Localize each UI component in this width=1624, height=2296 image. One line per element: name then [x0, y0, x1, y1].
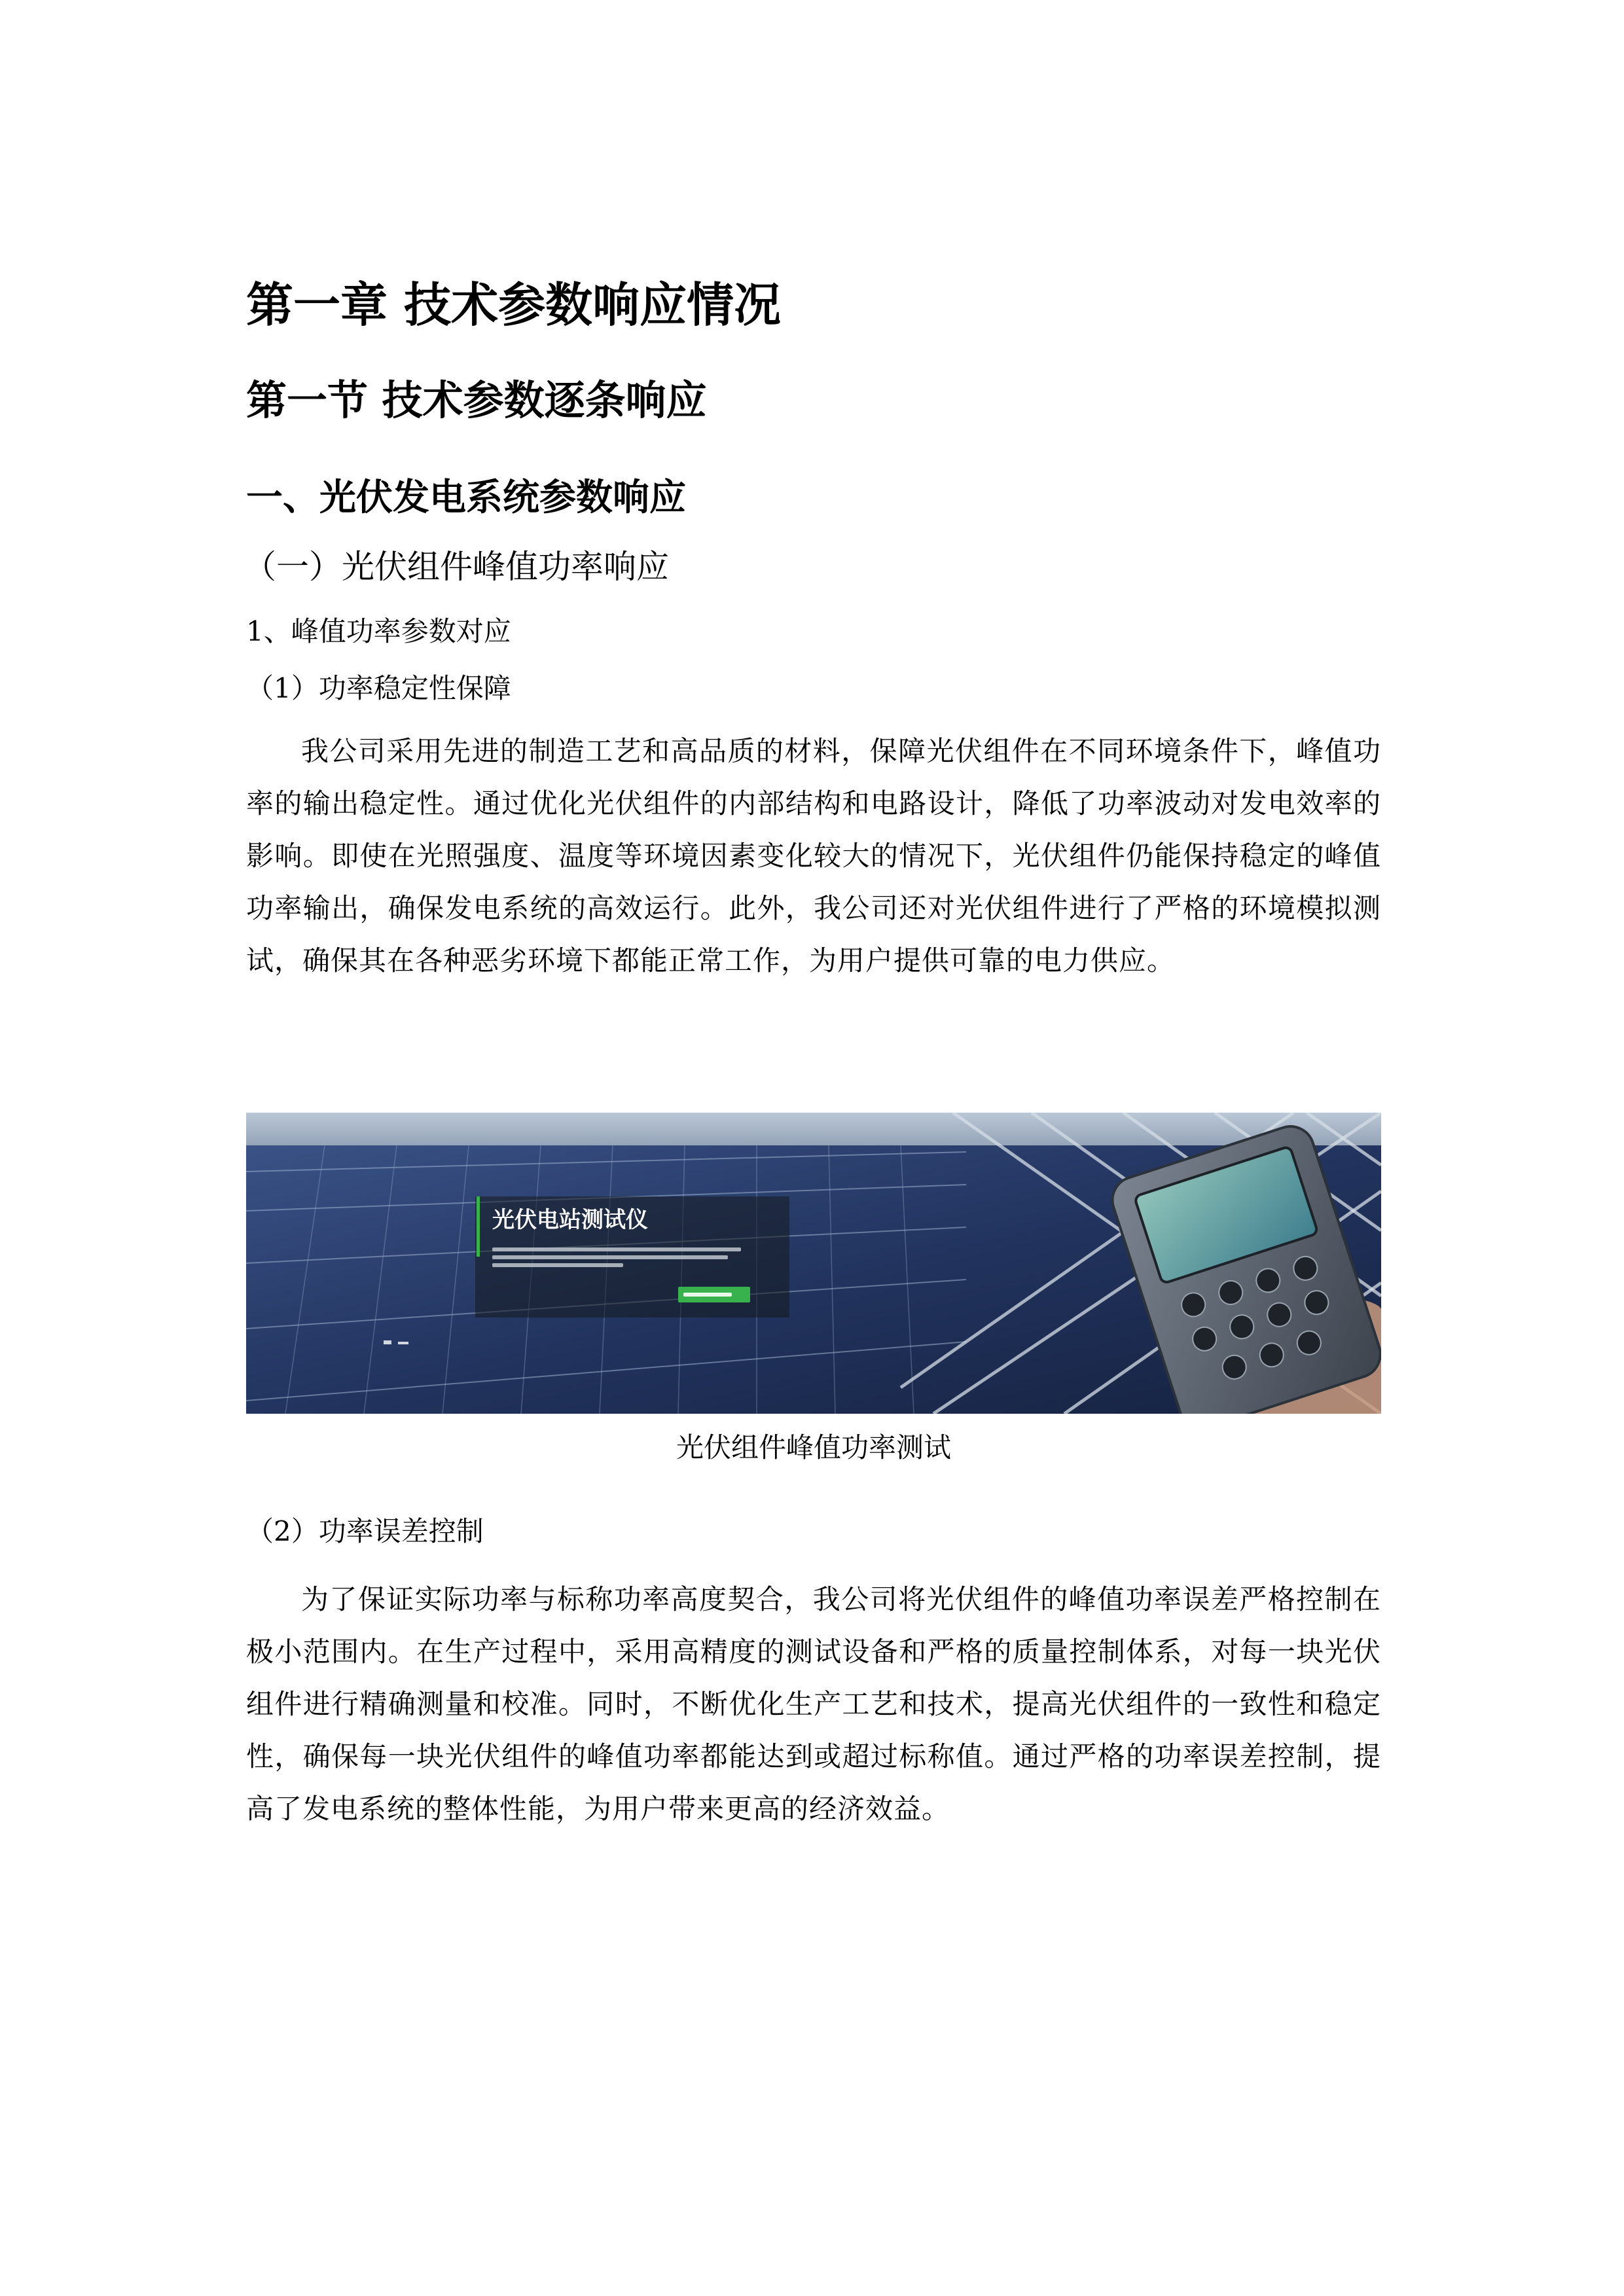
- chapter-title: 第一章 技术参数响应情况: [246, 278, 782, 332]
- section-title: 第一节 技术参数逐条响应: [246, 376, 707, 424]
- point-title: 1、峰值功率参数对应: [246, 615, 511, 647]
- banner-blurred-text: [492, 1246, 754, 1268]
- banner-title: 光伏电站测试仪: [492, 1207, 648, 1233]
- figure-caption: 光伏组件峰值功率测试: [676, 1431, 951, 1463]
- solar-panel-illustration: [246, 1113, 1381, 1414]
- item-title: （一）光伏组件峰值功率响应: [244, 548, 669, 586]
- banner-accent-bar: [477, 1196, 480, 1257]
- banner-button: [678, 1287, 750, 1302]
- subsection-title: 一、光伏发电系统参数响应: [246, 476, 686, 519]
- paragraph-error-control: 为了保证实际功率与标称功率高度契合，我公司将光伏组件的峰值功率误差严格控制在极小范围内。在生产过程中，采用高精度的测试设备和严格的质量控制体系，对每一块光伏组件进行精确测量和校准。同时，不断优化生产工艺和技术，提高光伏组件的一致性和稳定性，确保每一块光伏组件的峰值功率都能达到或超过标称值。通过严格的功率误差控制，提高了发电系统的整体性能，为用户带来更高的经济效益。: [246, 1583, 1381, 1825]
- banner-description: [492, 1246, 767, 1268]
- paragraph-stability: 我公司采用先进的制造工艺和高品质的材料，保障光伏组件在不同环境条件下，峰值功率的输出稳定性。通过优化光伏组件的内部结构和电路设计，降低了功率波动对发电效率的影响。即使在光照强度、温度等环境因素变化较大的情况下，光伏组件仍能保持稳定的峰值功率输出，确保发电系统的高效运行。此外，我公司还对光伏组件进行了严格的环境模拟测试，确保其在各种恶劣环境下都能正常工作，为用户提供可靠的电力供应。: [246, 735, 1381, 977]
- subpoint-title-error: （2）功率误差控制: [246, 1515, 484, 1547]
- solar-panel-test-figure: [246, 1113, 1381, 1414]
- subpoint-title-stability: （1）功率稳定性保障: [246, 672, 511, 704]
- banner-button-blurred-label: [678, 1287, 737, 1302]
